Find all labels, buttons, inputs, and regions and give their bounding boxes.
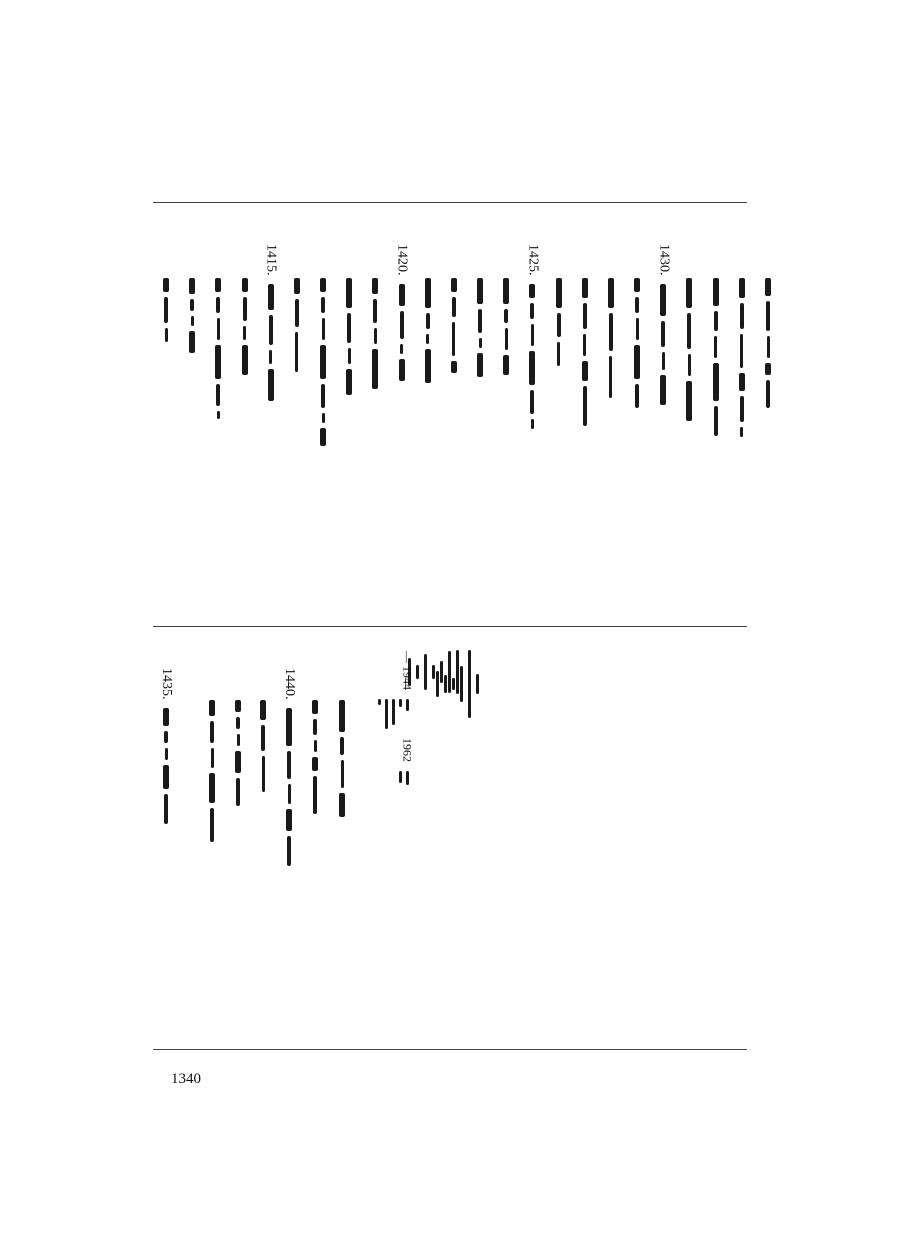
script-word xyxy=(765,363,771,375)
mongolian-script-line xyxy=(686,278,692,421)
mongolian-script-line xyxy=(209,700,215,842)
upper-verse-column xyxy=(521,244,543,429)
script-word xyxy=(320,345,326,379)
script-word xyxy=(373,299,377,323)
script-word xyxy=(740,334,743,368)
script-word xyxy=(294,278,300,294)
script-word xyxy=(557,342,560,366)
middle-rule xyxy=(153,626,747,627)
mongolian-script-line xyxy=(260,700,266,792)
script-word xyxy=(609,313,613,351)
script-word xyxy=(582,361,588,381)
script-word xyxy=(399,771,402,783)
script-word xyxy=(236,778,240,806)
mongolian-script-line xyxy=(320,278,326,446)
script-word xyxy=(635,384,639,408)
upper-verse-column xyxy=(312,278,334,446)
script-word xyxy=(339,793,345,817)
script-word xyxy=(312,757,318,771)
lower-verse-column xyxy=(155,668,177,824)
upper-verse-column xyxy=(364,278,386,389)
mongolian-script-line xyxy=(739,278,745,437)
upper-verse-column xyxy=(574,278,596,426)
script-word xyxy=(432,665,435,679)
script-word xyxy=(634,278,640,292)
line-number: 1425. xyxy=(525,244,541,276)
upper-verse-column xyxy=(626,278,648,408)
script-word xyxy=(372,349,378,389)
upper-verse-column xyxy=(678,278,700,421)
script-word xyxy=(340,737,344,755)
mongolian-script-line xyxy=(339,700,345,817)
script-word xyxy=(766,380,770,408)
script-word xyxy=(477,353,483,377)
script-word xyxy=(164,297,168,323)
script-word xyxy=(211,748,214,768)
script-word xyxy=(660,284,666,316)
script-word xyxy=(286,809,292,831)
mongolian-script-line xyxy=(372,278,378,389)
line-number: 1430. xyxy=(656,244,672,276)
script-word xyxy=(346,278,352,308)
mongolian-script-line xyxy=(660,284,666,405)
mongolian-script-line xyxy=(346,278,352,395)
script-word xyxy=(416,665,419,679)
script-word xyxy=(583,386,587,426)
script-word xyxy=(236,717,240,729)
script-word xyxy=(399,284,405,306)
upper-verse-column xyxy=(731,278,753,437)
line-number: 1420. xyxy=(394,244,410,276)
script-word xyxy=(189,331,195,353)
upper-verse-column xyxy=(391,244,413,381)
upper-verse-column xyxy=(600,278,622,398)
upper-verse-column xyxy=(181,278,203,353)
script-word xyxy=(164,794,168,824)
script-word xyxy=(451,278,457,292)
script-word xyxy=(209,700,215,716)
script-word xyxy=(635,297,639,313)
upper-verse-column xyxy=(286,278,308,372)
top-rule xyxy=(153,202,747,203)
line-number: 1415. xyxy=(263,244,279,276)
script-word xyxy=(191,316,194,326)
script-word xyxy=(448,651,451,693)
script-word xyxy=(531,324,534,346)
lower-verse-column xyxy=(252,700,274,792)
script-word xyxy=(661,321,665,347)
bottom-rule xyxy=(153,1049,747,1050)
script-word xyxy=(189,278,195,294)
script-word xyxy=(583,303,587,329)
script-word xyxy=(686,278,692,308)
script-word xyxy=(582,278,588,298)
script-word xyxy=(440,661,443,683)
script-word xyxy=(295,332,298,372)
script-word xyxy=(662,352,665,370)
script-word xyxy=(216,384,220,406)
mongolian-script-line xyxy=(477,278,483,377)
script-word xyxy=(163,708,169,726)
script-word xyxy=(235,751,241,773)
script-word xyxy=(269,315,273,345)
script-word xyxy=(636,318,639,340)
mongolian-script-line xyxy=(163,708,169,824)
script-word xyxy=(215,278,221,292)
script-word xyxy=(210,808,214,842)
mongolian-script-line xyxy=(163,278,169,342)
script-word xyxy=(392,699,395,725)
script-word xyxy=(688,354,691,376)
lower-verse-column xyxy=(201,700,223,842)
script-word xyxy=(399,359,405,381)
script-word xyxy=(312,700,318,714)
upper-verse-column xyxy=(417,278,439,383)
script-word xyxy=(243,297,247,321)
script-word xyxy=(456,650,459,694)
script-word xyxy=(714,336,717,358)
script-word xyxy=(530,390,534,414)
script-word xyxy=(269,350,272,364)
script-word xyxy=(163,765,169,789)
script-word xyxy=(531,419,534,429)
script-word xyxy=(346,369,352,395)
mongolian-script-line xyxy=(556,278,562,366)
script-word xyxy=(660,375,666,405)
script-word xyxy=(460,666,463,702)
script-word xyxy=(503,278,509,304)
script-word xyxy=(713,363,719,401)
script-word xyxy=(687,313,691,349)
script-word xyxy=(295,299,299,327)
script-word xyxy=(767,336,770,358)
script-word xyxy=(406,771,409,785)
script-word xyxy=(242,345,248,375)
script-word xyxy=(476,674,479,694)
script-word xyxy=(163,278,169,292)
mongolian-script-line xyxy=(529,284,535,429)
script-word xyxy=(714,406,718,436)
upper-verse-column xyxy=(207,278,229,419)
script-word xyxy=(740,303,744,329)
script-word xyxy=(313,776,317,814)
mongolian-script-line xyxy=(189,278,195,353)
script-word xyxy=(426,313,430,329)
script-word xyxy=(452,297,456,317)
script-word xyxy=(739,278,745,298)
page-number: 1340 xyxy=(171,1071,201,1087)
script-word xyxy=(215,345,221,379)
script-word xyxy=(374,328,377,344)
script-word xyxy=(608,278,614,308)
footnote-mongolian-tail xyxy=(399,771,409,785)
mongolian-script-line xyxy=(268,284,274,401)
mongolian-script-line xyxy=(286,708,292,866)
mongolian-script-line xyxy=(713,278,719,436)
script-word xyxy=(425,349,431,383)
script-word xyxy=(477,278,483,304)
mongolian-script-line xyxy=(235,700,241,806)
script-word xyxy=(529,284,535,298)
script-word xyxy=(609,356,612,398)
script-word xyxy=(287,836,291,866)
script-word xyxy=(504,309,508,323)
script-word xyxy=(503,355,509,375)
upper-verse-column xyxy=(234,278,256,375)
script-word xyxy=(347,313,351,343)
script-word xyxy=(505,328,508,350)
script-word xyxy=(556,278,562,308)
script-word xyxy=(243,326,246,340)
line-number: 1435. xyxy=(159,668,174,700)
upper-verse-column xyxy=(705,278,727,436)
mongolian-script-line xyxy=(242,278,248,375)
upper-verse-column xyxy=(548,278,570,366)
script-word xyxy=(260,700,266,720)
script-word xyxy=(406,699,409,711)
script-word xyxy=(287,751,291,779)
script-word xyxy=(424,654,427,690)
mongolian-script-line xyxy=(765,278,771,408)
script-word xyxy=(321,297,325,313)
footnote-year-1962: 1962 xyxy=(400,738,415,762)
script-word xyxy=(452,322,455,356)
upper-verse-column xyxy=(155,278,177,342)
script-word xyxy=(321,384,325,408)
script-word xyxy=(217,411,220,419)
footnote-line-2 xyxy=(408,650,459,694)
script-word xyxy=(686,381,692,421)
script-word xyxy=(713,278,719,306)
script-word xyxy=(286,708,292,746)
script-word xyxy=(530,303,534,319)
script-word xyxy=(740,427,743,437)
script-word xyxy=(261,725,265,751)
mongolian-script-line xyxy=(425,278,431,383)
script-word xyxy=(320,428,326,446)
upper-verse-column xyxy=(260,244,282,401)
script-word xyxy=(399,699,402,707)
script-word xyxy=(237,734,240,746)
script-word xyxy=(583,334,586,356)
mongolian-script-line xyxy=(215,278,221,419)
upper-verse-column xyxy=(443,278,465,373)
script-word xyxy=(478,309,482,333)
script-word xyxy=(262,756,265,792)
mongolian-script-line xyxy=(312,700,318,814)
line-number: 1440. xyxy=(282,668,297,700)
script-word xyxy=(714,311,718,331)
script-word xyxy=(190,299,194,311)
mongolian-script-line xyxy=(399,284,405,381)
script-word xyxy=(216,297,220,313)
mongolian-script-line xyxy=(582,278,588,426)
script-word xyxy=(765,278,771,296)
script-word xyxy=(348,348,351,364)
upper-verse-column xyxy=(652,244,674,405)
script-word xyxy=(400,311,404,339)
script-word xyxy=(341,760,344,788)
script-word xyxy=(400,344,403,354)
script-word xyxy=(378,699,381,705)
script-word xyxy=(766,301,770,331)
script-word xyxy=(235,700,241,712)
mongolian-script-line xyxy=(451,278,457,373)
script-word xyxy=(529,351,535,385)
script-word xyxy=(339,700,345,732)
script-word xyxy=(322,413,325,423)
script-word xyxy=(426,334,429,344)
footnote-mongolian-text xyxy=(378,699,409,729)
script-word xyxy=(165,748,168,760)
script-word xyxy=(288,784,291,804)
script-word xyxy=(209,773,215,803)
upper-verse-column xyxy=(495,278,517,375)
mongolian-script-line xyxy=(503,278,509,375)
footnote-year-1944: — 1944 xyxy=(400,651,415,690)
script-word xyxy=(268,284,274,310)
script-word xyxy=(385,699,388,729)
script-word xyxy=(479,338,482,348)
script-word xyxy=(557,313,561,337)
mongolian-script-line xyxy=(634,278,640,408)
script-word xyxy=(372,278,378,294)
script-word xyxy=(268,369,274,401)
script-word xyxy=(217,318,220,340)
footnote-line-3 xyxy=(378,651,416,785)
script-word xyxy=(242,278,248,292)
script-word xyxy=(164,731,168,743)
script-word xyxy=(451,361,457,373)
script-word xyxy=(322,318,325,340)
script-word xyxy=(314,740,317,752)
script-word xyxy=(739,373,745,391)
script-word xyxy=(165,328,168,342)
mongolian-script-line xyxy=(294,278,300,372)
script-word xyxy=(740,396,744,422)
script-word xyxy=(313,719,317,735)
upper-verse-column xyxy=(469,278,491,377)
lower-verse-column xyxy=(304,700,326,814)
script-word xyxy=(320,278,326,292)
mongolian-script-line xyxy=(608,278,614,398)
lower-verse-column xyxy=(278,668,300,866)
script-word xyxy=(468,650,471,718)
lower-verse-column xyxy=(331,700,353,817)
script-word xyxy=(634,345,640,379)
upper-verse-column xyxy=(757,278,779,408)
upper-verse-column xyxy=(338,278,360,395)
script-word xyxy=(210,721,214,743)
lower-verse-column xyxy=(227,700,249,806)
script-word xyxy=(425,278,431,308)
